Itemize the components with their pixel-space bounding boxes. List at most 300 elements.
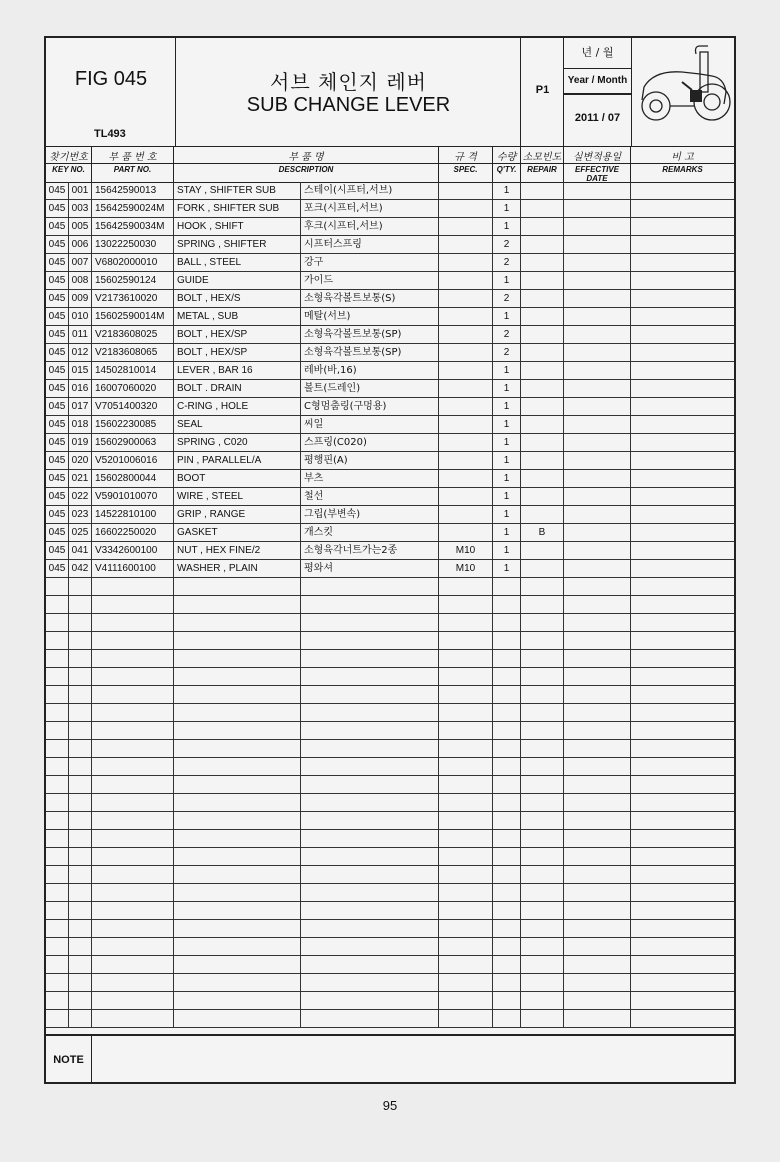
cell-part: V5201006016 <box>92 452 174 470</box>
fig-box <box>46 38 176 146</box>
cell-desc-en <box>174 740 301 758</box>
cell-desc-en: C-RING , HOLE <box>174 398 301 416</box>
cell-empty <box>564 362 631 380</box>
cell-desc-ko: 소형육각볼트보통(SP) <box>301 344 439 362</box>
cell-repair <box>521 992 564 1010</box>
cell-desc-ko <box>301 974 439 992</box>
cell-part <box>92 884 174 902</box>
table-row <box>46 470 734 488</box>
cell-fig: 045 <box>46 416 69 434</box>
cell-empty <box>631 488 734 506</box>
col-desc-ko: 부 품 명 <box>288 152 324 163</box>
cell-empty <box>564 722 631 740</box>
cell-repair <box>521 902 564 920</box>
table-row <box>46 1010 734 1028</box>
cell-part: 15602590014M <box>92 308 174 326</box>
cell-desc-en <box>174 938 301 956</box>
cell-empty <box>631 650 734 668</box>
cell-desc-en <box>174 758 301 776</box>
cell-empty <box>564 794 631 812</box>
col-qty-ko: 수량 <box>496 152 517 163</box>
cell-repair <box>521 542 564 560</box>
cell-part: 15602800044 <box>92 470 174 488</box>
page-box <box>521 38 564 146</box>
cell-desc-ko <box>301 686 439 704</box>
cell-desc-ko: 소형육각볼트보통(S) <box>301 290 439 308</box>
cell-key: 001 <box>69 182 92 200</box>
cell-desc-en <box>174 1010 301 1028</box>
cell-desc-ko: 개스킷 <box>301 524 439 542</box>
cell-fig <box>46 650 69 668</box>
table-row <box>46 740 734 758</box>
cell-qty <box>493 794 521 812</box>
cell-empty <box>631 254 734 272</box>
cell-part: 13022250030 <box>92 236 174 254</box>
cell-spec <box>439 254 493 272</box>
cell-qty: 1 <box>493 218 521 236</box>
cell-fig <box>46 812 69 830</box>
cell-fig <box>46 956 69 974</box>
cell-key: 042 <box>69 560 92 578</box>
cell-repair <box>521 344 564 362</box>
cell-desc-ko <box>301 632 439 650</box>
cell-empty <box>564 686 631 704</box>
cell-key: 010 <box>69 308 92 326</box>
cell-empty <box>631 542 734 560</box>
cell-empty <box>564 290 631 308</box>
cell-qty: 1 <box>493 182 521 200</box>
cell-desc-en <box>174 578 301 596</box>
table-row <box>46 272 734 290</box>
cell-spec <box>439 848 493 866</box>
cell-desc-ko: 시프터스프링 <box>301 236 439 254</box>
cell-empty <box>631 182 734 200</box>
cell-empty <box>631 686 734 704</box>
cell-repair <box>521 830 564 848</box>
cell-desc-ko <box>301 992 439 1010</box>
cell-key <box>69 740 92 758</box>
cell-fig: 045 <box>46 542 69 560</box>
cell-qty <box>493 632 521 650</box>
cell-key <box>69 812 92 830</box>
cell-desc-ko: 레바(바,16) <box>301 362 439 380</box>
cell-part <box>92 668 174 686</box>
cell-desc-en: LEVER , BAR 16 <box>174 362 301 380</box>
cell-part <box>92 992 174 1010</box>
cell-empty <box>631 722 734 740</box>
cell-desc-en <box>174 992 301 1010</box>
cell-empty <box>564 470 631 488</box>
sheet-header <box>46 38 734 147</box>
cell-desc-en <box>174 596 301 614</box>
cell-desc-ko <box>301 758 439 776</box>
cell-spec <box>439 200 493 218</box>
cell-desc-ko <box>301 740 439 758</box>
cell-desc-ko: C형멈춤링(구멍용) <box>301 398 439 416</box>
cell-repair <box>521 704 564 722</box>
col-remarks-ko: 비 고 <box>671 152 694 163</box>
cell-empty <box>631 830 734 848</box>
cell-desc-en <box>174 704 301 722</box>
cell-qty <box>493 938 521 956</box>
cell-repair <box>521 362 564 380</box>
cell-part: 15642590024M <box>92 200 174 218</box>
cell-fig: 045 <box>46 434 69 452</box>
cell-qty: 1 <box>493 542 521 560</box>
cell-key: 015 <box>69 362 92 380</box>
col-qty <box>493 146 521 182</box>
cell-repair <box>521 182 564 200</box>
cell-repair <box>521 218 564 236</box>
cell-qty <box>493 848 521 866</box>
cell-key <box>69 902 92 920</box>
cell-empty <box>631 758 734 776</box>
cell-desc-en: BOLT , HEX/SP <box>174 326 301 344</box>
cell-desc-ko: 씨일 <box>301 416 439 434</box>
cell-empty <box>631 974 734 992</box>
col-part <box>92 146 174 182</box>
cell-key <box>69 722 92 740</box>
cell-qty <box>493 920 521 938</box>
cell-qty: 2 <box>493 344 521 362</box>
cell-fig <box>46 722 69 740</box>
cell-part <box>92 578 174 596</box>
cell-key <box>69 704 92 722</box>
cell-spec <box>439 866 493 884</box>
table-row <box>46 812 734 830</box>
cell-fig: 045 <box>46 182 69 200</box>
cell-qty <box>493 668 521 686</box>
cell-desc-ko <box>301 884 439 902</box>
table-row <box>46 416 734 434</box>
cell-key: 018 <box>69 416 92 434</box>
cell-fig <box>46 686 69 704</box>
cell-repair <box>521 614 564 632</box>
cell-spec <box>439 416 493 434</box>
cell-spec <box>439 236 493 254</box>
cell-repair <box>521 758 564 776</box>
cell-empty <box>564 650 631 668</box>
cell-desc-ko <box>301 614 439 632</box>
cell-desc-en <box>174 848 301 866</box>
cell-empty <box>631 1010 734 1028</box>
cell-spec <box>439 398 493 416</box>
cell-part: 15642590013 <box>92 182 174 200</box>
cell-key: 041 <box>69 542 92 560</box>
cell-repair <box>521 434 564 452</box>
cell-spec <box>439 668 493 686</box>
cell-part <box>92 740 174 758</box>
cell-repair <box>521 308 564 326</box>
cell-part <box>92 848 174 866</box>
cell-empty <box>564 344 631 362</box>
cell-desc-ko <box>301 938 439 956</box>
cell-qty <box>493 1010 521 1028</box>
cell-empty <box>564 272 631 290</box>
cell-qty: 1 <box>493 560 521 578</box>
cell-part <box>92 866 174 884</box>
cell-fig: 045 <box>46 470 69 488</box>
cell-fig: 045 <box>46 344 69 362</box>
cell-key: 003 <box>69 200 92 218</box>
cell-desc-en: METAL , SUB <box>174 308 301 326</box>
cell-empty <box>631 326 734 344</box>
col-spec-ko: 규 격 <box>454 152 477 163</box>
cell-desc-en: SPRING , C020 <box>174 434 301 452</box>
cell-fig: 045 <box>46 560 69 578</box>
col-spec <box>439 146 493 182</box>
cell-part: V7051400320 <box>92 398 174 416</box>
cell-desc-en <box>174 668 301 686</box>
cell-desc-ko: 포크(시프터,서브) <box>301 200 439 218</box>
cell-spec <box>439 830 493 848</box>
cell-empty <box>631 200 734 218</box>
cell-qty: 1 <box>493 488 521 506</box>
cell-desc-ko: 소형육각너트가는2종 <box>301 542 439 560</box>
cell-key <box>69 848 92 866</box>
cell-empty <box>631 272 734 290</box>
cell-key: 023 <box>69 506 92 524</box>
cell-empty <box>631 236 734 254</box>
cell-qty: 1 <box>493 380 521 398</box>
cell-empty <box>564 758 631 776</box>
cell-repair <box>521 974 564 992</box>
cell-desc-ko <box>301 650 439 668</box>
table-row <box>46 794 734 812</box>
tractor-illustration-icon <box>632 38 734 146</box>
cell-part <box>92 920 174 938</box>
cell-desc-en <box>174 884 301 902</box>
cell-spec <box>439 794 493 812</box>
cell-part <box>92 974 174 992</box>
cell-desc-en: BOLT , HEX/S <box>174 290 301 308</box>
cell-empty <box>631 470 734 488</box>
table-row <box>46 956 734 974</box>
cell-key: 007 <box>69 254 92 272</box>
cell-spec <box>439 218 493 236</box>
table-row <box>46 920 734 938</box>
cell-desc-ko: 소형육각볼트보통(SP) <box>301 326 439 344</box>
cell-empty <box>564 452 631 470</box>
cell-desc-en: PIN , PARALLEL/A <box>174 452 301 470</box>
cell-qty <box>493 812 521 830</box>
cell-key <box>69 686 92 704</box>
cell-repair <box>521 488 564 506</box>
cell-qty: 1 <box>493 416 521 434</box>
table-row <box>46 524 734 542</box>
cell-key <box>69 758 92 776</box>
cell-qty: 1 <box>493 506 521 524</box>
table-row <box>46 236 734 254</box>
cell-part <box>92 902 174 920</box>
cell-qty <box>493 884 521 902</box>
cell-qty: 2 <box>493 254 521 272</box>
cell-empty <box>564 848 631 866</box>
cell-empty <box>631 398 734 416</box>
cell-desc-en: SEAL <box>174 416 301 434</box>
cell-repair <box>521 326 564 344</box>
cell-key <box>69 938 92 956</box>
cell-spec <box>439 344 493 362</box>
year-month-box <box>564 38 632 146</box>
cell-desc-ko: 후크(시프터,서브) <box>301 218 439 236</box>
cell-empty <box>564 740 631 758</box>
cell-desc-ko <box>301 848 439 866</box>
cell-repair <box>521 398 564 416</box>
cell-desc-ko <box>301 596 439 614</box>
cell-desc-ko <box>301 722 439 740</box>
cell-empty <box>564 326 631 344</box>
cell-spec <box>439 740 493 758</box>
year-month-label: Year / Month <box>564 69 631 95</box>
table-row <box>46 758 734 776</box>
cell-fig <box>46 920 69 938</box>
cell-desc-ko: 가이드 <box>301 272 439 290</box>
table-row <box>46 848 734 866</box>
cell-key <box>69 632 92 650</box>
cell-qty: 2 <box>493 236 521 254</box>
cell-repair <box>521 668 564 686</box>
cell-desc-ko: 부츠 <box>301 470 439 488</box>
cell-desc-ko: 그립(부변속) <box>301 506 439 524</box>
cell-empty <box>631 884 734 902</box>
cell-part: V6802000010 <box>92 254 174 272</box>
cell-spec <box>439 632 493 650</box>
cell-desc-en <box>174 920 301 938</box>
cell-key <box>69 1010 92 1028</box>
cell-part <box>92 650 174 668</box>
col-remarks <box>631 146 734 182</box>
cell-key: 009 <box>69 290 92 308</box>
cell-fig: 045 <box>46 488 69 506</box>
cell-empty <box>564 218 631 236</box>
cell-spec <box>439 596 493 614</box>
cell-fig: 045 <box>46 524 69 542</box>
cell-repair <box>521 776 564 794</box>
cell-empty <box>564 992 631 1010</box>
table-row <box>46 542 734 560</box>
cell-empty <box>564 812 631 830</box>
cell-spec <box>439 1010 493 1028</box>
cell-fig <box>46 974 69 992</box>
cell-empty <box>631 992 734 1010</box>
cell-part: 15602230085 <box>92 416 174 434</box>
cell-spec <box>439 380 493 398</box>
cell-desc-ko: 스프링(C020) <box>301 434 439 452</box>
cell-empty <box>564 236 631 254</box>
cell-desc-ko <box>301 956 439 974</box>
col-repair <box>521 146 564 182</box>
cell-desc-en: SPRING , SHIFTER <box>174 236 301 254</box>
title-korean: 서브 체인지 레버 <box>270 70 427 94</box>
cell-key <box>69 668 92 686</box>
cell-empty <box>564 488 631 506</box>
cell-key: 011 <box>69 326 92 344</box>
table-row <box>46 344 734 362</box>
table-row <box>46 596 734 614</box>
cell-qty: 2 <box>493 326 521 344</box>
cell-desc-en <box>174 830 301 848</box>
cell-qty <box>493 974 521 992</box>
cell-repair <box>521 650 564 668</box>
cell-part <box>92 686 174 704</box>
cell-spec <box>439 452 493 470</box>
cell-desc-ko <box>301 578 439 596</box>
cell-empty <box>631 614 734 632</box>
col-qty-en: Q'TY. <box>496 165 517 174</box>
cell-part: V5901010070 <box>92 488 174 506</box>
cell-spec <box>439 992 493 1010</box>
cell-desc-ko <box>301 794 439 812</box>
cell-spec <box>439 578 493 596</box>
cell-empty <box>564 866 631 884</box>
cell-fig: 045 <box>46 290 69 308</box>
year-month-korean: 년 / 월 <box>564 38 631 69</box>
cell-desc-ko: 철선 <box>301 488 439 506</box>
page-number: 95 <box>382 1098 398 1113</box>
cell-spec <box>439 272 493 290</box>
cell-empty <box>564 956 631 974</box>
cell-empty <box>631 704 734 722</box>
cell-key <box>69 776 92 794</box>
cell-desc-ko: 볼트(드레인) <box>301 380 439 398</box>
cell-fig <box>46 596 69 614</box>
cell-part: V2173610020 <box>92 290 174 308</box>
cell-fig: 045 <box>46 506 69 524</box>
cell-qty <box>493 740 521 758</box>
cell-fig <box>46 704 69 722</box>
cell-spec: M10 <box>439 560 493 578</box>
cell-part <box>92 596 174 614</box>
cell-empty <box>631 578 734 596</box>
cell-spec <box>439 182 493 200</box>
table-row <box>46 380 734 398</box>
cell-desc-en <box>174 650 301 668</box>
cell-key: 012 <box>69 344 92 362</box>
cell-fig <box>46 794 69 812</box>
cell-fig: 045 <box>46 380 69 398</box>
cell-key <box>69 974 92 992</box>
cell-empty <box>631 434 734 452</box>
cell-empty <box>564 542 631 560</box>
cell-desc-en <box>174 794 301 812</box>
cell-empty <box>631 452 734 470</box>
cell-desc-ko <box>301 704 439 722</box>
note-label: NOTE <box>46 1036 92 1084</box>
cell-empty <box>631 740 734 758</box>
cell-fig: 045 <box>46 218 69 236</box>
cell-qty <box>493 596 521 614</box>
table-row <box>46 992 734 1010</box>
cell-part <box>92 758 174 776</box>
cell-desc-ko: 메탈(서브) <box>301 308 439 326</box>
cell-part: 14502810014 <box>92 362 174 380</box>
cell-desc-ko <box>301 920 439 938</box>
cell-empty <box>631 380 734 398</box>
cell-fig <box>46 938 69 956</box>
cell-key <box>69 578 92 596</box>
cell-empty <box>564 398 631 416</box>
cell-qty <box>493 866 521 884</box>
cell-key <box>69 794 92 812</box>
cell-desc-en <box>174 956 301 974</box>
cell-repair: B <box>521 524 564 542</box>
cell-desc-en <box>174 812 301 830</box>
col-repair-en: REPAIR <box>527 165 557 174</box>
parts-sheet <box>44 36 736 1084</box>
cell-empty <box>564 830 631 848</box>
cell-key: 025 <box>69 524 92 542</box>
